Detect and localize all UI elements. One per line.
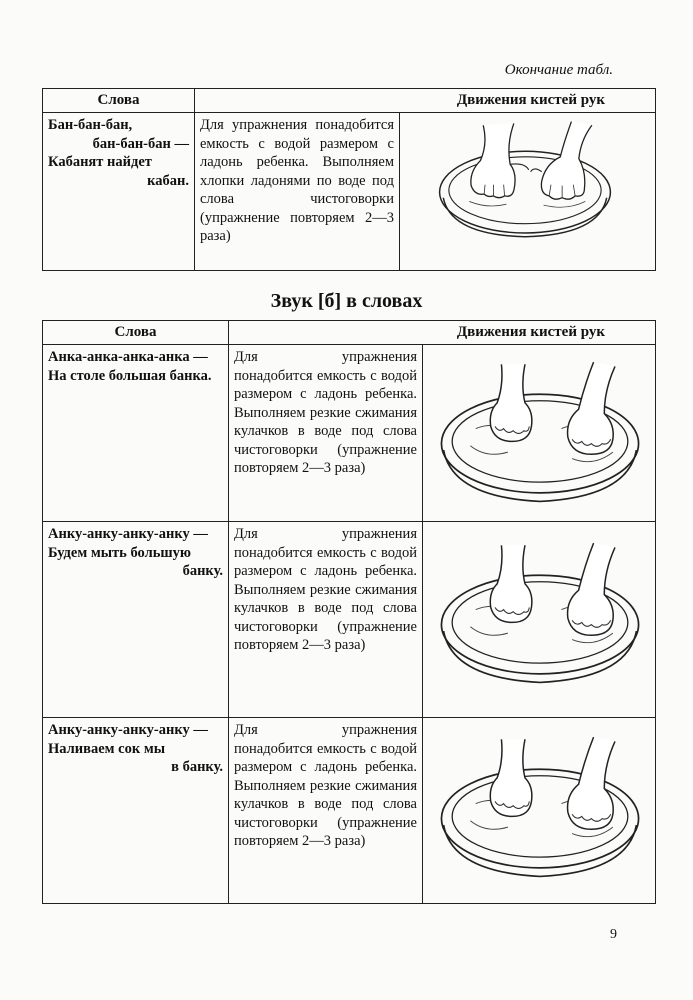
exercise-description: Для упражнения понадобится емкость с водой размером с ладонь ребенка. Выполняем резкие сжимания кулачков в воде под слова чистоговорки (упражнение повторяем 2—3 раза): [229, 522, 423, 718]
exercise-table-sound-b: [42, 320, 656, 904]
column-header-words: Слова: [43, 321, 229, 345]
running-head: Окончание табл.: [504, 62, 613, 78]
tongue-twister-cell: [43, 522, 229, 718]
verse-line: Наливаем сок мы: [48, 740, 166, 757]
table-row: [43, 345, 656, 522]
tongue-twister-cell: [43, 718, 229, 904]
table-header-row: [43, 321, 656, 345]
illustration-cell: [423, 522, 656, 718]
table-row: [43, 522, 656, 718]
illustration-cell: [400, 113, 656, 271]
verse-line: Кабанят найдет: [48, 154, 152, 171]
verse-line: На столе большая банка.: [48, 367, 212, 384]
exercise-description: Для упражнения понадобится емкость с водой размером с ладонь ребенка. Выполняем резкие сжимания кулачков в воде под слова чистоговорки (упражнение повторяем 2—3 раза): [229, 718, 423, 904]
tongue-twister-cell: [43, 113, 195, 271]
verse-line: Анку-анку-анку-анку —: [48, 526, 208, 543]
verse-line: Анку-анку-анку-анку —: [48, 722, 208, 739]
fists-in-water-bowl-image: [428, 360, 652, 510]
verse-line: Будем мыть большую: [48, 544, 191, 561]
column-header-words: Слова: [43, 89, 195, 113]
verse-line: Анка-анка-анка-анка —: [48, 349, 208, 366]
verse-line: банку.: [182, 563, 223, 580]
fists-in-water-bowl-image: [428, 735, 652, 885]
exercise-description: Для упражнения понадобится емкость с водой размером с ладонь ребенка. Выполняем резкие сжимания кулачков в воде под слова чистоговорки (упражнение повторяем 2—3 раза): [229, 345, 423, 522]
tongue-twister-cell: [43, 345, 229, 522]
table-row: [43, 718, 656, 904]
illustration-cell: [423, 345, 656, 522]
verse-line: кабан.: [147, 172, 189, 189]
column-header-hand-movements: Движения кистей рук: [229, 321, 656, 345]
table-header-row: [43, 89, 656, 113]
verse-line: бан-бан-бан —: [92, 135, 189, 152]
verse-line: в банку.: [171, 759, 223, 776]
exercise-description: Для упражнения понадобится емкость с водой размером с ладонь ребенка. Выполняем хлопки ладонями по воде под слова чистоговорки (упражнение повторяем 2—3 раза): [195, 113, 400, 271]
table-row: [43, 113, 656, 271]
fists-in-water-bowl-image: [428, 541, 652, 691]
hands-clapping-water-bowl-image: [405, 116, 645, 246]
column-header-hand-movements: Движения кистей рук: [195, 89, 656, 113]
page-number: 9: [610, 927, 617, 942]
exercise-table-continued: [42, 88, 656, 271]
illustration-cell: [423, 718, 656, 904]
verse-line: Бан-бан-бан,: [48, 117, 133, 134]
section-title: Звук [б] в словах: [270, 290, 423, 312]
